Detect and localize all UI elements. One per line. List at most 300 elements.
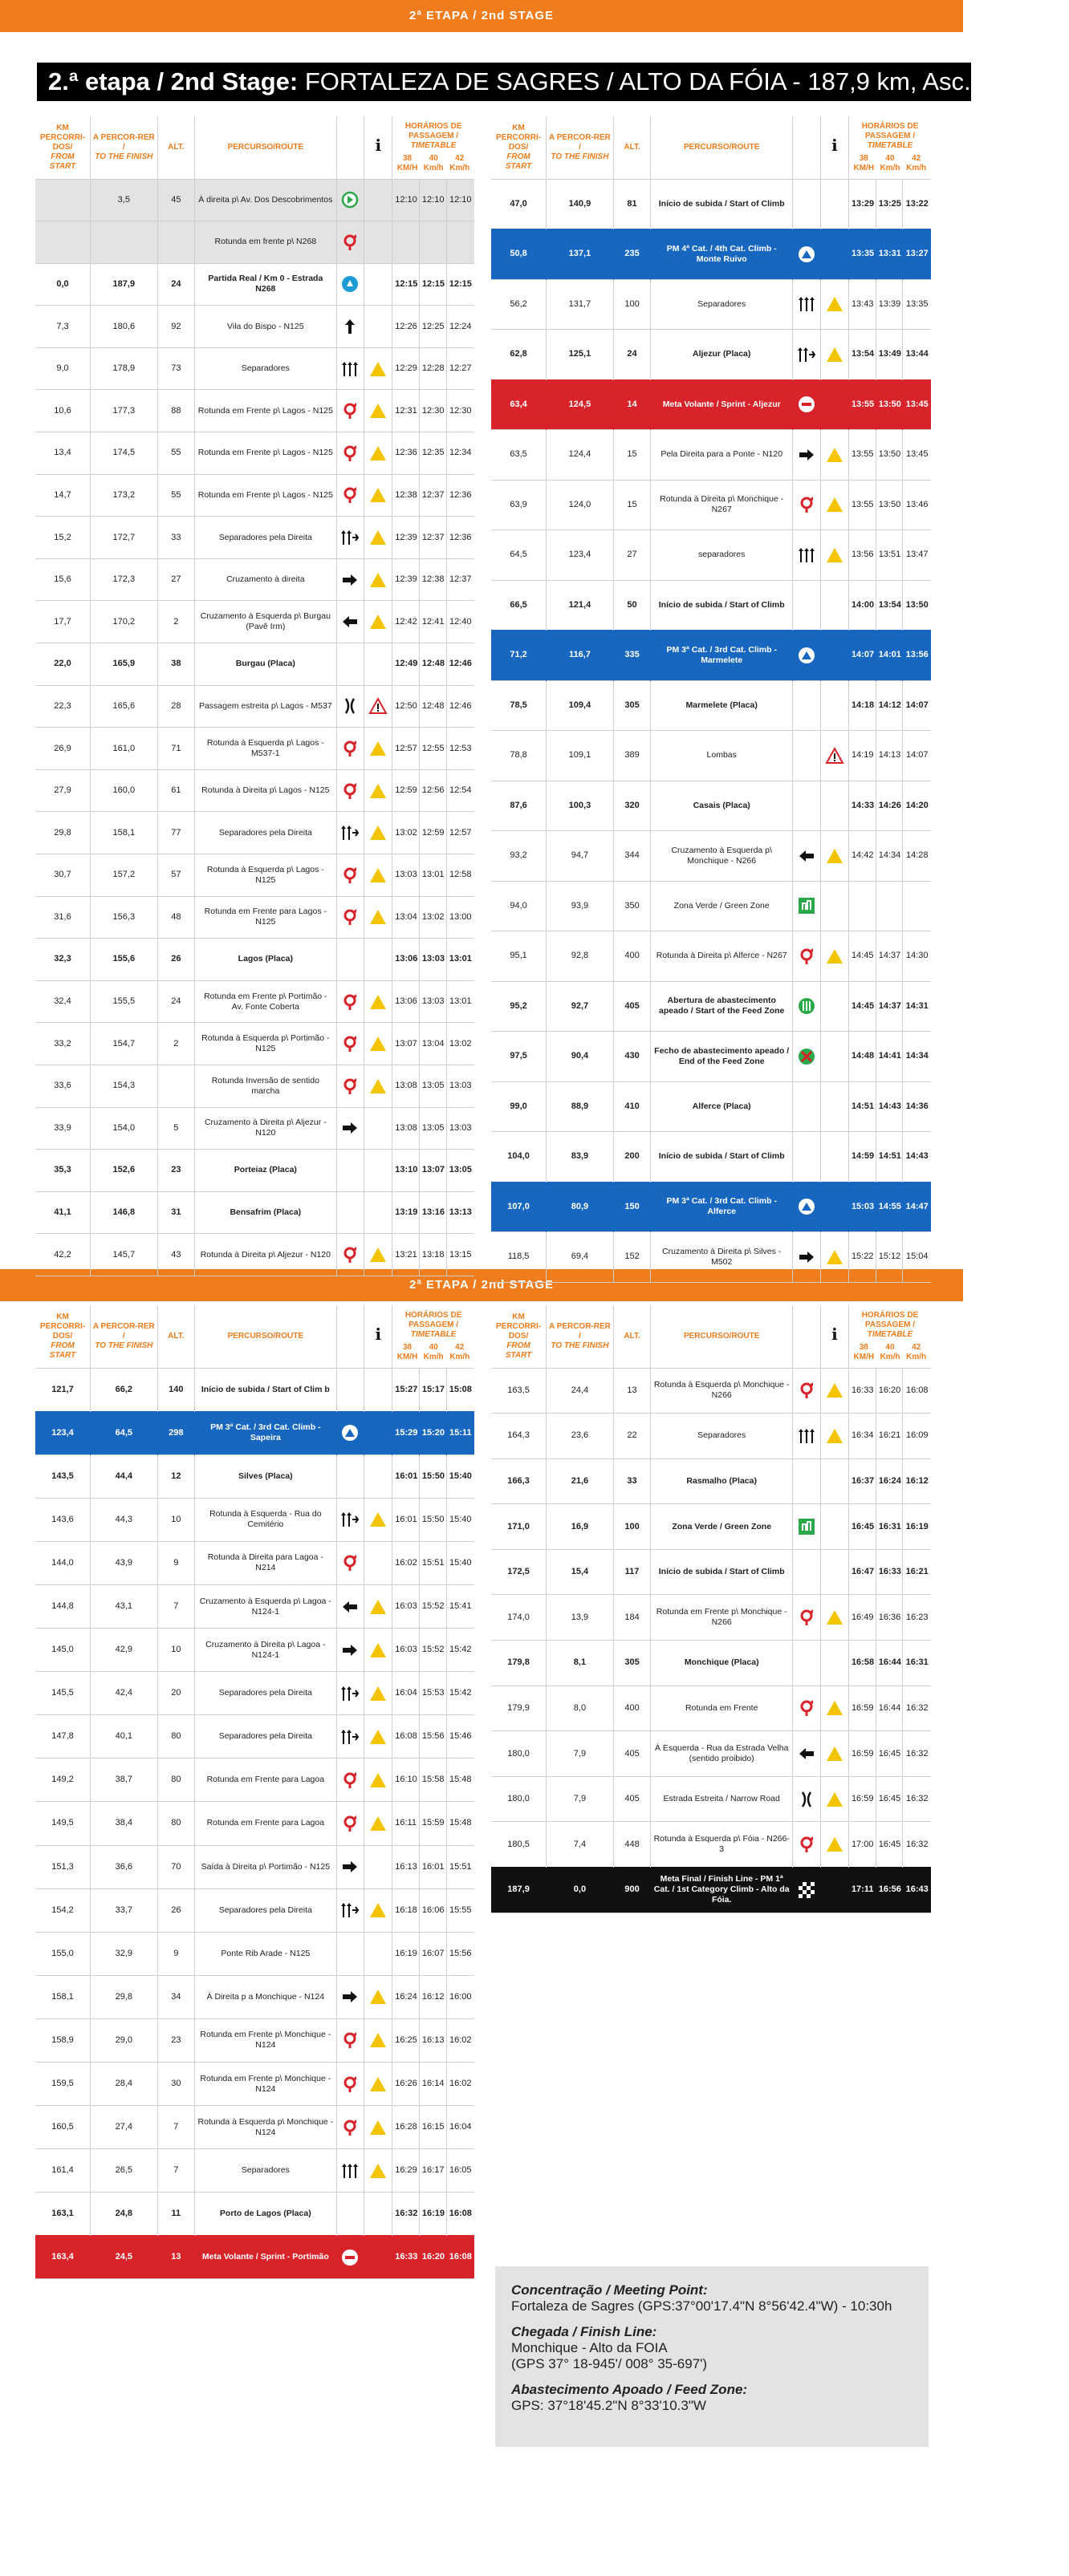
route-icon-cell bbox=[336, 1888, 364, 1932]
km-to-finish: 170,2 bbox=[91, 601, 158, 643]
table-row bbox=[491, 1822, 931, 1868]
sign-icon-cell bbox=[821, 430, 849, 481]
sep-right-icon bbox=[341, 1728, 359, 1746]
header-route-text: PERCURSO/ROUTE bbox=[227, 1331, 304, 1341]
table-row bbox=[491, 1032, 931, 1082]
km-from-start: 149,5 bbox=[35, 1802, 91, 1845]
warning-triangle-icon bbox=[369, 360, 387, 378]
km-from-start: 151,3 bbox=[35, 1845, 91, 1888]
time-42: 14:20 bbox=[903, 781, 931, 831]
warning-triangle-icon bbox=[369, 2031, 387, 2049]
route: Lagos (Placa) bbox=[195, 939, 337, 981]
route-icon-cell bbox=[793, 831, 821, 882]
route: Rotunda em Frente p\ Lagos - N125 bbox=[195, 474, 337, 517]
roundabout-icon bbox=[341, 740, 359, 757]
table-header-row bbox=[35, 1305, 474, 1368]
warning-triangle-icon bbox=[369, 2119, 387, 2136]
header-38: 38 KM/H bbox=[853, 153, 875, 172]
header-remaining bbox=[547, 116, 614, 179]
altitude: 400 bbox=[613, 1686, 651, 1731]
route: Separadores bbox=[651, 279, 793, 330]
table-row bbox=[35, 1672, 474, 1715]
sprint-icon bbox=[341, 2249, 359, 2266]
altitude: 23 bbox=[157, 2018, 194, 2062]
km-from-start: 78,5 bbox=[491, 680, 547, 731]
table-row bbox=[35, 474, 474, 517]
time-42: 15:40 bbox=[446, 1454, 474, 1498]
route: Cruzamento à direita bbox=[195, 558, 337, 601]
km-to-finish: 42,4 bbox=[91, 1672, 158, 1715]
stage-title-bold: 2.ª etapa / 2nd Stage: bbox=[48, 67, 299, 95]
time-40: 13:50 bbox=[876, 430, 903, 481]
roundabout-icon bbox=[798, 1608, 815, 1626]
km-to-finish: 64,5 bbox=[91, 1411, 158, 1454]
km-to-finish: 33,7 bbox=[91, 1888, 158, 1932]
km-from-start: 63,9 bbox=[491, 480, 547, 530]
time-38: 16:29 bbox=[392, 2149, 420, 2193]
route-icon-cell bbox=[793, 530, 821, 581]
route-icon-cell bbox=[336, 1932, 364, 1975]
sign-icon-cell bbox=[821, 480, 849, 530]
route: Passagem estreita p\ Lagos - M537 bbox=[195, 685, 337, 728]
time-42: 13:13 bbox=[446, 1191, 474, 1234]
route: Início de subida / Start of Climb bbox=[651, 580, 793, 631]
km-to-finish: 24,8 bbox=[91, 2193, 158, 2236]
time-42: 16:12 bbox=[903, 1458, 931, 1504]
time-40: 16:20 bbox=[876, 1368, 903, 1414]
table-row bbox=[35, 1191, 474, 1234]
sign-icon-cell bbox=[364, 1715, 392, 1759]
sign-icon-cell bbox=[364, 1888, 392, 1932]
time-42: 15:42 bbox=[446, 1672, 474, 1715]
km-from-start bbox=[35, 179, 91, 221]
km-from-start: 56,2 bbox=[491, 279, 547, 330]
route-icon-cell bbox=[336, 1975, 364, 2018]
altitude: 88 bbox=[157, 390, 194, 432]
header-icon-col bbox=[336, 1305, 364, 1368]
time-38 bbox=[392, 221, 420, 264]
time-38: 16:03 bbox=[392, 1629, 420, 1672]
altitude: 10 bbox=[157, 1629, 194, 1672]
time-38: 12:10 bbox=[392, 179, 420, 221]
left-icon bbox=[341, 613, 359, 631]
km-to-finish: 124,4 bbox=[547, 430, 614, 481]
km-to-finish: 42,9 bbox=[91, 1629, 158, 1672]
route: Rotunda Inversão de sentido marcha bbox=[195, 1065, 337, 1107]
header-route-text: PERCURSO/ROUTE bbox=[683, 1331, 760, 1341]
sign-icon-cell bbox=[364, 2236, 392, 2279]
time-40: 12:37 bbox=[419, 474, 446, 517]
route-icon-cell bbox=[793, 731, 821, 781]
altitude: 305 bbox=[613, 1641, 651, 1686]
warning-triangle-icon bbox=[369, 1815, 387, 1832]
route-icon-cell bbox=[793, 1868, 821, 1913]
route: Rotunda em Frente p\ Monchique - N124 bbox=[195, 2018, 337, 2062]
time-42: 15:51 bbox=[446, 1845, 474, 1888]
sign-icon-cell bbox=[821, 1776, 849, 1822]
altitude: 9 bbox=[157, 1932, 194, 1975]
route-icon-cell bbox=[793, 1232, 821, 1283]
table-row bbox=[491, 1776, 931, 1822]
altitude: 100 bbox=[613, 1504, 651, 1550]
route: Separadores bbox=[651, 1414, 793, 1459]
header-km bbox=[35, 1305, 91, 1368]
time-40: 12:30 bbox=[419, 390, 446, 432]
header-timetable-en: TIMETABLE bbox=[867, 140, 913, 150]
altitude: 100 bbox=[613, 279, 651, 330]
sign-icon-cell bbox=[364, 1411, 392, 1454]
time-42: 13:46 bbox=[903, 480, 931, 530]
time-38: 13:19 bbox=[392, 1191, 420, 1234]
warning-triangle-icon bbox=[369, 1988, 387, 2006]
time-38: 16:19 bbox=[392, 1932, 420, 1975]
route-icon-cell bbox=[793, 1731, 821, 1777]
altitude: 57 bbox=[157, 854, 194, 897]
time-38: 13:02 bbox=[392, 812, 420, 854]
time-40: 12:41 bbox=[419, 601, 446, 643]
km-to-finish: 160,0 bbox=[91, 769, 158, 812]
route: Rotunda em frente p\ N268 bbox=[195, 221, 337, 264]
header-route bbox=[651, 116, 793, 179]
time-38: 16:37 bbox=[848, 1458, 876, 1504]
altitude bbox=[157, 1065, 194, 1107]
altitude: 335 bbox=[613, 631, 651, 681]
altitude: 184 bbox=[613, 1595, 651, 1641]
sep-icon bbox=[798, 295, 815, 313]
km-from-start: 33,6 bbox=[35, 1065, 91, 1107]
roundabout-icon bbox=[341, 908, 359, 926]
time-42: 15:48 bbox=[446, 1802, 474, 1845]
km-to-finish: 92,7 bbox=[547, 981, 614, 1032]
table-row bbox=[491, 179, 931, 229]
altitude: 80 bbox=[157, 1715, 194, 1759]
table-row bbox=[491, 1595, 931, 1641]
time-40: 13:50 bbox=[876, 480, 903, 530]
km-from-start: 161,4 bbox=[35, 2149, 91, 2193]
route: Monchique (Placa) bbox=[651, 1641, 793, 1686]
info-icon: i bbox=[375, 1325, 382, 1345]
time-42: 16:08 bbox=[446, 2236, 474, 2279]
header-km-en: FROM START bbox=[49, 1341, 76, 1360]
table-row bbox=[491, 1368, 931, 1414]
time-40: 15:17 bbox=[419, 1368, 446, 1411]
header-timetable bbox=[848, 116, 931, 179]
altitude: 34 bbox=[157, 1975, 194, 2018]
km-to-finish: 28,4 bbox=[91, 2063, 158, 2106]
time-42: 15:11 bbox=[446, 1411, 474, 1454]
km-from-start: 187,9 bbox=[491, 1868, 547, 1913]
altitude: 350 bbox=[613, 881, 651, 931]
time-38: 13:08 bbox=[392, 1107, 420, 1150]
km-to-finish: 83,9 bbox=[547, 1132, 614, 1183]
time-42: 15:46 bbox=[446, 1715, 474, 1759]
table-row bbox=[35, 1541, 474, 1584]
time-38: 16:49 bbox=[848, 1595, 876, 1641]
header-40: 40 Km/h bbox=[880, 1342, 900, 1361]
time-42: 13:01 bbox=[446, 939, 474, 981]
header-icon-col bbox=[793, 1305, 821, 1368]
time-42: 12:37 bbox=[446, 558, 474, 601]
route: Início de subida / Start of Climb bbox=[651, 1132, 793, 1183]
route-icon-cell bbox=[336, 2106, 364, 2149]
km-to-finish: 7,9 bbox=[547, 1776, 614, 1822]
time-40: 14:37 bbox=[876, 931, 903, 982]
timetable-3 bbox=[35, 1305, 474, 2279]
km-to-finish: 24,5 bbox=[91, 2236, 158, 2279]
climb-icon bbox=[798, 245, 815, 263]
route: Separadores pela Direita bbox=[195, 517, 337, 559]
header-timetable bbox=[392, 116, 474, 179]
sign-icon-cell bbox=[364, 1541, 392, 1584]
route-icon-cell bbox=[336, 980, 364, 1023]
route: Casais (Placa) bbox=[651, 781, 793, 831]
table-row bbox=[35, 1845, 474, 1888]
roundabout-icon bbox=[341, 2075, 359, 2093]
km-from-start: 180,0 bbox=[491, 1776, 547, 1822]
route: PM 3ª Cat. / 3rd Cat. Climb - Alferce bbox=[651, 1182, 793, 1232]
finish-line-gps: (GPS 37° 18-945'/ 008° 35-697') bbox=[511, 2356, 708, 2371]
time-42: 13:01 bbox=[446, 980, 474, 1023]
route: Rotunda em Frente para Lagos - N125 bbox=[195, 896, 337, 939]
altitude: 22 bbox=[613, 1414, 651, 1459]
km-from-start: 15,6 bbox=[35, 558, 91, 601]
time-40: 15:50 bbox=[419, 1454, 446, 1498]
table-row bbox=[35, 1368, 474, 1411]
sign-icon-cell bbox=[364, 1802, 392, 1845]
time-38: 16:03 bbox=[392, 1584, 420, 1628]
timetable-2 bbox=[491, 116, 931, 1283]
altitude: 298 bbox=[157, 1411, 194, 1454]
sign-icon-cell bbox=[364, 347, 392, 390]
km-from-start: 123,4 bbox=[35, 1411, 91, 1454]
altitude: 400 bbox=[613, 931, 651, 982]
altitude: 405 bbox=[613, 981, 651, 1032]
altitude: 92 bbox=[157, 306, 194, 348]
right-icon bbox=[341, 1641, 359, 1659]
time-40: 12:10 bbox=[419, 179, 446, 221]
stage-banner-top: 2ª ETAPA / 2nd STAGE bbox=[0, 0, 963, 32]
warning-triangle-icon bbox=[826, 1699, 843, 1717]
header-altitude bbox=[157, 116, 194, 179]
time-40: 13:25 bbox=[876, 179, 903, 229]
route-icon-cell bbox=[793, 631, 821, 681]
sign-icon-cell bbox=[821, 781, 849, 831]
time-40: 13:16 bbox=[419, 1191, 446, 1234]
header-route-text: PERCURSO/ROUTE bbox=[683, 142, 760, 152]
roundabout-icon bbox=[341, 444, 359, 462]
km-to-finish: 100,3 bbox=[547, 781, 614, 831]
km-to-finish: 3,5 bbox=[91, 179, 158, 221]
route-icon-cell bbox=[793, 379, 821, 430]
feed-zone-text: GPS: 37°18'45.2"N 8°33'10.3"W bbox=[511, 2398, 706, 2413]
table-row bbox=[35, 2063, 474, 2106]
route-icon-cell bbox=[793, 330, 821, 380]
route-icon-cell bbox=[793, 279, 821, 330]
warning-triangle-icon bbox=[369, 529, 387, 546]
km-to-finish: 173,2 bbox=[91, 474, 158, 517]
table-row bbox=[491, 931, 931, 982]
route-icon-cell bbox=[793, 1776, 821, 1822]
km-to-finish: 38,4 bbox=[91, 1802, 158, 1845]
sign-icon-cell bbox=[364, 1629, 392, 1672]
route: Início de subida / Start of Climb bbox=[651, 1549, 793, 1595]
table-header-row bbox=[35, 116, 474, 179]
route-icon-cell bbox=[336, 2018, 364, 2062]
warning-triangle-icon bbox=[826, 1381, 843, 1399]
km-from-start: 47,0 bbox=[491, 179, 547, 229]
km-from-start: 145,5 bbox=[35, 1672, 91, 1715]
time-38: 13:29 bbox=[848, 179, 876, 229]
route-icon-cell bbox=[336, 1150, 364, 1192]
time-40: 16:45 bbox=[876, 1822, 903, 1868]
time-38: 13:03 bbox=[392, 854, 420, 897]
time-40: 16:19 bbox=[419, 2193, 446, 2236]
route: Rotunda à Direita p\ Monchique - N267 bbox=[651, 480, 793, 530]
altitude: 405 bbox=[613, 1776, 651, 1822]
altitude: 31 bbox=[157, 1191, 194, 1234]
route-icon-cell bbox=[336, 812, 364, 854]
table-row bbox=[35, 517, 474, 559]
sign-icon-cell bbox=[364, 1150, 392, 1192]
table-row bbox=[35, 2236, 474, 2279]
sep-icon bbox=[798, 546, 815, 564]
route: Rotunda em Frente bbox=[651, 1686, 793, 1731]
time-42: 16:05 bbox=[446, 2149, 474, 2193]
route: Alferce (Placa) bbox=[651, 1081, 793, 1132]
table-row bbox=[35, 1888, 474, 1932]
header-icon-col bbox=[793, 116, 821, 179]
warning-triangle-icon bbox=[369, 444, 387, 462]
header-40: 40 Km/h bbox=[423, 153, 444, 172]
km-to-finish: 43,1 bbox=[91, 1584, 158, 1628]
km-to-finish: 157,2 bbox=[91, 854, 158, 897]
route: Início de subida / Start of Climb bbox=[651, 179, 793, 229]
time-40: 14:01 bbox=[876, 631, 903, 681]
km-to-finish: 44,4 bbox=[91, 1454, 158, 1498]
sign-icon-cell bbox=[821, 1641, 849, 1686]
sprint-icon bbox=[798, 396, 815, 413]
time-40: 13:01 bbox=[419, 854, 446, 897]
altitude: 7 bbox=[157, 2149, 194, 2193]
route: Rotunda em Frente p\ Monchique - N124 bbox=[195, 2063, 337, 2106]
route-icon-cell bbox=[793, 580, 821, 631]
route-icon-cell bbox=[793, 1081, 821, 1132]
sep-icon bbox=[341, 2162, 359, 2180]
km-from-start: 62,8 bbox=[491, 330, 547, 380]
km-to-finish: 172,3 bbox=[91, 558, 158, 601]
km-to-finish: 88,9 bbox=[547, 1081, 614, 1132]
route-icon-cell bbox=[336, 1759, 364, 1802]
route: Rotunda à Esquerda p\ Portimão - N125 bbox=[195, 1023, 337, 1065]
table-row bbox=[491, 580, 931, 631]
time-38: 15:03 bbox=[848, 1182, 876, 1232]
right-icon bbox=[341, 1858, 359, 1876]
time-38: 14:45 bbox=[848, 931, 876, 982]
km-to-finish: 15,4 bbox=[547, 1549, 614, 1595]
km-from-start: 26,9 bbox=[35, 728, 91, 770]
altitude: 9 bbox=[157, 1541, 194, 1584]
table-row bbox=[35, 263, 474, 306]
time-38: 13:08 bbox=[392, 1065, 420, 1107]
km-from-start: 50,8 bbox=[491, 229, 547, 280]
route: Meta Volante / Sprint - Aljezur bbox=[651, 379, 793, 430]
altitude: 15 bbox=[613, 430, 651, 481]
time-42: 12:24 bbox=[446, 306, 474, 348]
sign-icon-cell bbox=[364, 390, 392, 432]
time-38: 16:04 bbox=[392, 1672, 420, 1715]
km-to-finish: 66,2 bbox=[91, 1368, 158, 1411]
route-icon-cell bbox=[336, 2193, 364, 2236]
feed-end-icon bbox=[798, 1048, 815, 1065]
warning-triangle-icon bbox=[369, 1511, 387, 1528]
km-from-start: 10,6 bbox=[35, 390, 91, 432]
route: Bensafrim (Placa) bbox=[195, 1191, 337, 1234]
sign-icon-cell bbox=[821, 229, 849, 280]
time-40: 15:20 bbox=[419, 1411, 446, 1454]
table-row bbox=[35, 2193, 474, 2236]
altitude: 48 bbox=[157, 896, 194, 939]
sign-icon-cell bbox=[364, 1023, 392, 1065]
header-remaining bbox=[91, 116, 158, 179]
route-icon-cell bbox=[336, 769, 364, 812]
time-38: 12:39 bbox=[392, 558, 420, 601]
time-40: 13:05 bbox=[419, 1065, 446, 1107]
altitude: 344 bbox=[613, 831, 651, 882]
route-icon-cell bbox=[793, 1686, 821, 1731]
header-timetable-text: HORÁRIOS DE PASSAGEM / bbox=[861, 1310, 919, 1329]
altitude: 14 bbox=[613, 379, 651, 430]
time-42: 12:10 bbox=[446, 179, 474, 221]
time-42: 12:15 bbox=[446, 263, 474, 306]
header-remaining-text: A PERCOR-RER / bbox=[549, 1321, 611, 1341]
right-icon bbox=[798, 446, 815, 464]
time-40: 13:50 bbox=[876, 379, 903, 430]
roundabout-icon bbox=[798, 1381, 815, 1399]
time-42: 16:32 bbox=[903, 1822, 931, 1868]
km-from-start: 33,9 bbox=[35, 1107, 91, 1150]
header-info bbox=[821, 116, 849, 179]
route-icon-cell bbox=[336, 601, 364, 643]
km-to-finish: 154,7 bbox=[91, 1023, 158, 1065]
time-38: 12:59 bbox=[392, 769, 420, 812]
table-row bbox=[491, 279, 931, 330]
time-40: 14:55 bbox=[876, 1182, 903, 1232]
route-icon-cell bbox=[336, 558, 364, 601]
route-icon-cell bbox=[336, 1191, 364, 1234]
time-38: 16:34 bbox=[848, 1414, 876, 1459]
time-38: 16:58 bbox=[848, 1641, 876, 1686]
header-km-text: KM PERCORRI-DOS/ bbox=[39, 1312, 86, 1341]
roundabout-icon bbox=[341, 486, 359, 504]
km-from-start: 14,7 bbox=[35, 474, 91, 517]
km-to-finish: 124,0 bbox=[547, 480, 614, 530]
time-42: 13:02 bbox=[446, 1023, 474, 1065]
route-icon-cell bbox=[336, 643, 364, 686]
km-from-start: 144,0 bbox=[35, 1541, 91, 1584]
time-40: 16:36 bbox=[876, 1595, 903, 1641]
time-42: 12:46 bbox=[446, 685, 474, 728]
time-42: 14:07 bbox=[903, 731, 931, 781]
time-40: 12:25 bbox=[419, 306, 446, 348]
time-40: 15:56 bbox=[419, 1715, 446, 1759]
time-40: 16:24 bbox=[876, 1458, 903, 1504]
km-from-start: 15,2 bbox=[35, 517, 91, 559]
warning-triangle-icon bbox=[369, 1035, 387, 1053]
sign-icon-cell bbox=[821, 1686, 849, 1731]
sign-icon-cell bbox=[364, 263, 392, 306]
route-icon-cell bbox=[793, 931, 821, 982]
route-icon-cell bbox=[793, 1132, 821, 1183]
